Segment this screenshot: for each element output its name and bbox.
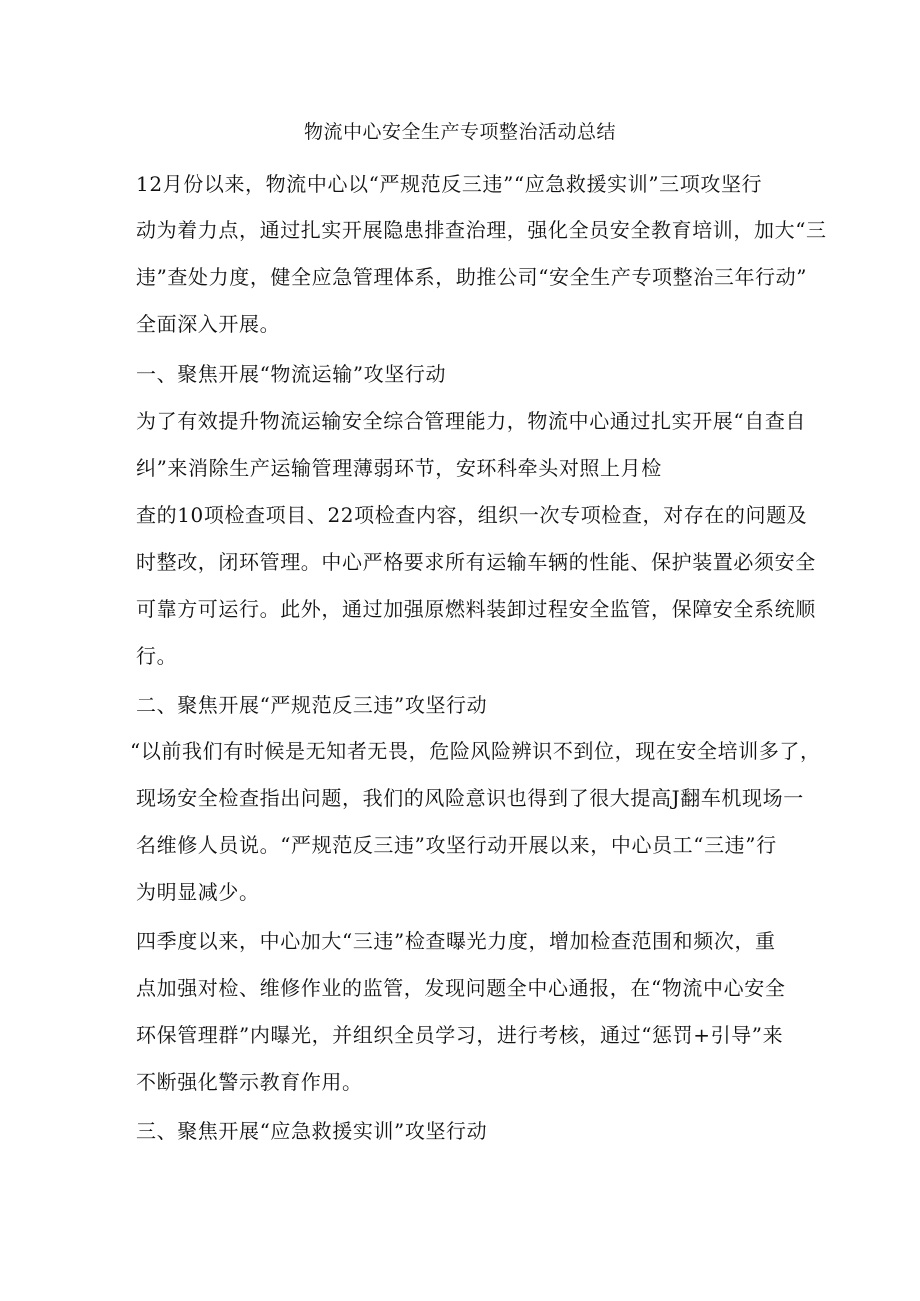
paragraph-line: 为明显减少。 xyxy=(136,880,260,904)
section-heading-3: 三、聚焦开展“应急救援实训”攻坚行动 xyxy=(136,1119,488,1143)
paragraph-line: 查的10项检查项目、22项检查内容，组织一次专项检查，对存在的问题及 xyxy=(136,503,808,527)
paragraph-line: 违”查处力度，健全应急管理体系，助推公司“安全生产专项整治三年行动” xyxy=(136,265,808,289)
paragraph-line: 不断强化警示教育作用。 xyxy=(136,1070,363,1094)
paragraph-line: 12月份以来，物流中心以“严规范反三违”“应急救援实训”三项攻坚行 xyxy=(136,172,763,196)
paragraph-line: “以前我们有时候是无知者无畏，危险风险辨识不到位，现在安全培训多了， xyxy=(130,739,821,763)
paragraph-line: 动为着力点，通过扎实开展隐患排查治理，强化全员安全教育培训，加大“三 xyxy=(136,218,827,242)
paragraph-line: 现场安全检查指出问题，我们的风险意识也得到了很大提高J翻车机现场一 xyxy=(136,786,804,810)
document-title: 物流中心安全生产专项整治活动总结 xyxy=(303,121,616,143)
paragraph-line: 点加强对检、维修作业的监管，发现问题全中心通报，在“物流中心安全 xyxy=(136,976,786,1000)
section-heading-2: 二、聚焦开展“严规范反三违”攻坚行动 xyxy=(136,693,488,717)
section-heading-1: 一、聚焦开展“物流运输”攻坚行动 xyxy=(136,362,447,386)
paragraph-line: 名维修人员说。“严规范反三违”攻坚行动开展以来，中心员工“三违”行 xyxy=(136,833,777,857)
paragraph-line: 四季度以来，中心加大“三违”检查曝光力度，增加检查范围和频次，重 xyxy=(136,929,776,953)
paragraph-line: 可靠方可运行。此外，通过加强原燃料装卸过程安全监管，保障安全系统顺 xyxy=(136,597,816,621)
paragraph-line: 全面深入开展。 xyxy=(136,312,281,336)
paragraph-line: 纠”来消除生产运输管理薄弱环节，安环科牵头对照上月检 xyxy=(136,456,662,480)
paragraph-line: 行。 xyxy=(136,644,178,668)
paragraph-line: 为了有效提升物流运输安全综合管理能力，物流中心通过扎实开展“自查自 xyxy=(136,409,807,433)
paragraph-line: 时整改，闭环管理。中心严格要求所有运输车辆的性能、保护装置必须安全 xyxy=(136,550,816,574)
paragraph-line: 环保管理群”内曝光，并组织全员学习，进行考核，通过“惩罚+引导”来 xyxy=(136,1023,784,1047)
